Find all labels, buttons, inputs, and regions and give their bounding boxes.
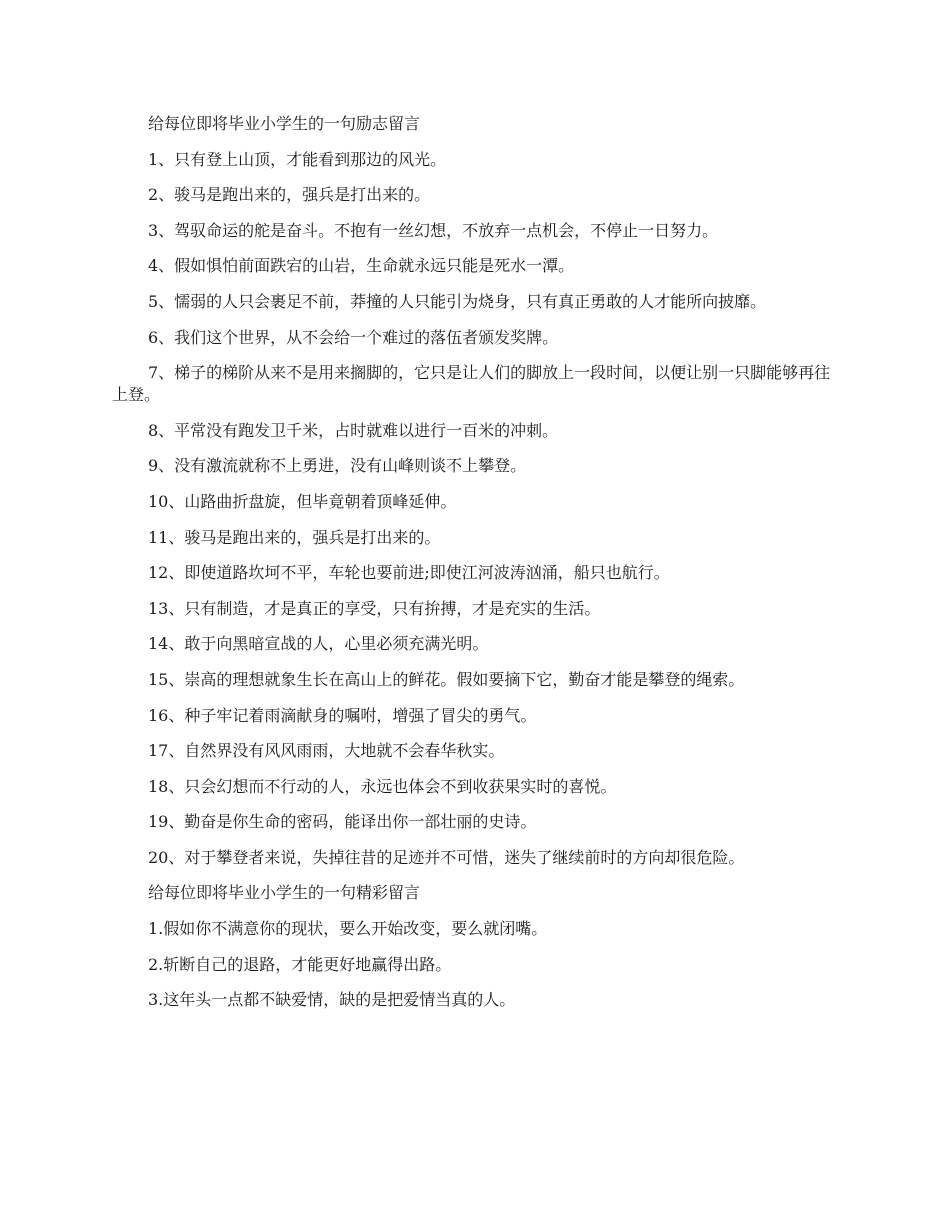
list-item: 18、只会幻想而不行动的人，永远也体会不到收获果实时的喜悦。 (148, 776, 617, 796)
list-item: 13、只有制造，才是真正的享受，只有拚搏，才是充实的生活。 (148, 598, 601, 618)
list-item: 7、梯子的梯阶从来不是用来搁脚的，它只是让人们的脚放上一段时间，以便让别一只脚能够再往上登。 (112, 363, 831, 405)
list-item: 11、骏马是跑出来的，强兵是打出来的。 (148, 527, 441, 547)
list-item: 17、自然界没有风风雨雨，大地就不会春华秋实。 (148, 741, 505, 761)
list-item: 16、种子牢记着雨滴献身的嘱咐，增强了冒尖的勇气。 (148, 705, 537, 725)
list-item: 20、对于攀登者来说，失掉往昔的足迹并不可惜，迷失了继续前时的方向却很危险。 (148, 847, 745, 867)
list-item: 14、敢于向黑暗宣战的人，心里必须充满光明。 (148, 634, 489, 654)
list-item: 15、崇高的理想就象生长在高山上的鲜花。假如要摘下它，勤奋才能是攀登的绳索。 (148, 669, 745, 689)
list-item: 9、没有激流就称不上勇进，没有山峰则谈不上攀登。 (148, 456, 527, 476)
list-item: 3.这年头一点都不缺爱情，缺的是把爱情当真的人。 (148, 990, 516, 1010)
list-item: 12、即使道路坎坷不平，车轮也要前进;即使江河波涛汹涌，船只也航行。 (148, 563, 670, 583)
document-page (112, 113, 834, 1025)
list-item: 19、勤奋是你生命的密码，能译出你一部壮丽的史诗。 (148, 812, 537, 832)
list-item: 1.假如你不满意你的现状，要么开始改变，要么就闭嘴。 (148, 919, 548, 939)
list-item: 2、骏马是跑出来的，强兵是打出来的。 (148, 185, 431, 205)
list-item: 5、懦弱的人只会裹足不前，莽撞的人只能引为烧身，只有真正勇敢的人才能所向披靡。 (148, 291, 767, 311)
list-item: 6、我们这个世界，从不会给一个难过的落伍者颁发奖牌。 (148, 327, 559, 347)
list-item: 1、只有登上山顶，才能看到那边的风光。 (148, 149, 447, 169)
section2-title: 给每位即将毕业小学生的一句精彩留言 (148, 883, 421, 903)
section1-title: 给每位即将毕业小学生的一句励志留言 (148, 114, 421, 133)
list-item: 10、山路曲折盘旋，但毕竟朝着顶峰延伸。 (148, 491, 457, 511)
list-item: 8、平常没有跑发卫千米，占时就难以进行一百米的冲刺。 (148, 420, 559, 440)
list-item: 3、驾驭命运的舵是奋斗。不抱有一丝幻想，不放弃一点机会，不停止一日努力。 (148, 220, 719, 240)
list-item: 2.斩断自己的退路，才能更好地赢得出路。 (148, 954, 452, 974)
list-item: 4、假如惧怕前面跌宕的山岩，生命就永远只能是死水一潭。 (148, 256, 575, 276)
